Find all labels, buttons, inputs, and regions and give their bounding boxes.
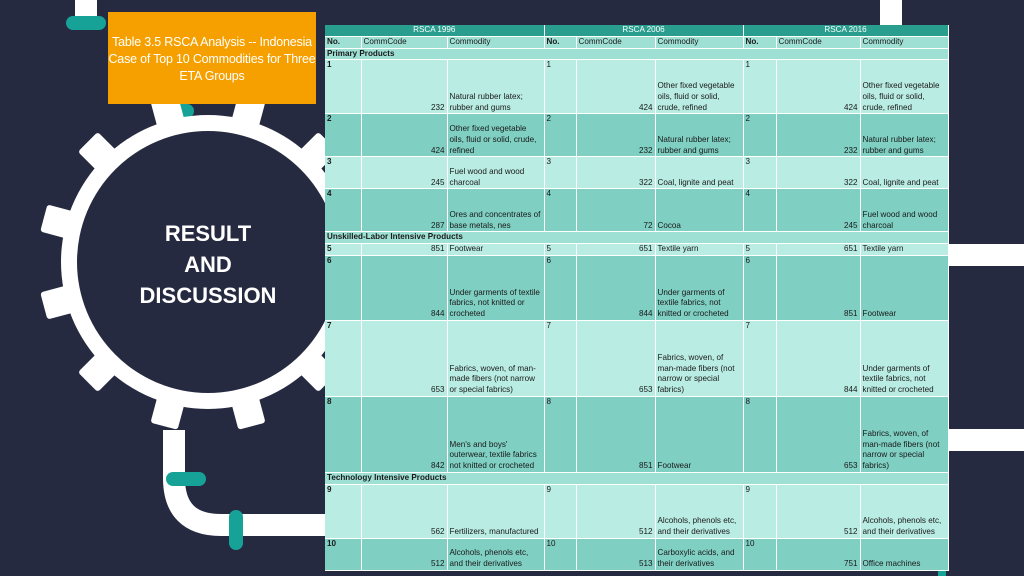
column-header: CommCode: [361, 36, 447, 48]
commcode-cell: 232: [361, 60, 447, 114]
commodity-cell: Natural rubber latex; rubber and gums: [447, 60, 544, 114]
group-header-row: [325, 25, 948, 36]
commodity-cell: Textile yarn: [655, 244, 743, 256]
rank-cell: 10: [743, 538, 776, 570]
commodity-cell: Ores and concentrates of base metals, nes: [447, 189, 544, 232]
commcode-cell: 232: [576, 114, 655, 157]
slide-title: [108, 12, 316, 104]
rank-cell: 8: [743, 396, 776, 472]
commodity-cell: Textile yarn: [860, 244, 948, 256]
rank-cell: 8: [325, 396, 361, 472]
column-header: No.: [743, 36, 776, 48]
commodity-cell: Office machines: [860, 538, 948, 570]
commodity-cell: Footwear: [447, 244, 544, 256]
commcode-cell: 844: [361, 255, 447, 320]
rank-cell: 2: [325, 114, 361, 157]
commcode-cell: 844: [576, 255, 655, 320]
section-header-row: [325, 472, 948, 484]
commodity-cell: Fabrics, woven, of man-made fibers (not narrow or special fabrics): [447, 320, 544, 396]
commcode-cell: 245: [776, 189, 860, 232]
table-row: [325, 114, 948, 157]
heading-line: DISCUSSION: [139, 283, 277, 308]
commcode-cell: 513: [576, 538, 655, 570]
rank-cell: 9: [325, 484, 361, 538]
commodity-cell: Alcohols, phenols etc, and their derivatives: [860, 484, 948, 538]
rank-cell: 4: [743, 189, 776, 232]
column-header: No.: [325, 36, 361, 48]
commcode-cell: 842: [361, 396, 447, 472]
rank-cell: 1: [325, 60, 361, 114]
rank-cell: 5: [743, 244, 776, 256]
rank-cell: 5: [544, 244, 576, 256]
group-header: RSCA 2016: [743, 25, 948, 36]
rank-cell: 5: [325, 244, 361, 256]
title-line: ETA Groups: [179, 69, 245, 83]
section-label: Technology Intensive Products: [325, 472, 948, 484]
rsca-table-container: [325, 25, 948, 566]
commodity-cell: Under garments of textile fabrics, not knitted or crocheted: [655, 255, 743, 320]
commodity-cell: Other fixed vegetable oils, fluid or solid, crude, refined: [447, 114, 544, 157]
column-header: CommCode: [576, 36, 655, 48]
rank-cell: 8: [544, 396, 576, 472]
commcode-cell: 512: [576, 484, 655, 538]
section-heading: [108, 218, 308, 311]
commcode-cell: 322: [776, 157, 860, 189]
heading-line: RESULT: [164, 221, 252, 246]
rank-cell: 3: [743, 157, 776, 189]
commcode-cell: 512: [361, 538, 447, 570]
commcode-cell: 653: [776, 396, 860, 472]
commcode-cell: 653: [361, 320, 447, 396]
commodity-cell: Cocoa: [655, 189, 743, 232]
commcode-cell: 232: [776, 114, 860, 157]
commodity-cell: Under garments of textile fabrics, not knitted or crocheted: [447, 255, 544, 320]
column-header: Commodity: [447, 36, 544, 48]
rank-cell: 6: [544, 255, 576, 320]
table-row: [325, 60, 948, 114]
commcode-cell: 245: [361, 157, 447, 189]
column-header: CommCode: [776, 36, 860, 48]
commcode-cell: 562: [361, 484, 447, 538]
commodity-cell: Coal, lignite and peat: [860, 157, 948, 189]
commcode-cell: 844: [776, 320, 860, 396]
rank-cell: 6: [743, 255, 776, 320]
rank-cell: 7: [325, 320, 361, 396]
commodity-cell: Coal, lignite and peat: [655, 157, 743, 189]
commodity-cell: Fertilizers, manufactured: [447, 484, 544, 538]
rank-cell: 4: [325, 189, 361, 232]
rank-cell: 6: [325, 255, 361, 320]
heading-line: AND: [184, 252, 232, 277]
column-header: Commodity: [655, 36, 743, 48]
commodity-cell: Alcohols, phenols etc, and their derivatives: [447, 538, 544, 570]
section-header-row: [325, 232, 948, 244]
commcode-cell: 322: [576, 157, 655, 189]
commcode-cell: 72: [576, 189, 655, 232]
rank-cell: 10: [544, 538, 576, 570]
rank-cell: 1: [743, 60, 776, 114]
title-line: Case of Top 10 Commodities for Three: [108, 52, 316, 66]
commcode-cell: 424: [576, 60, 655, 114]
rank-cell: 3: [325, 157, 361, 189]
commodity-cell: Other fixed vegetable oils, fluid or solid, crude, refined: [860, 60, 948, 114]
commcode-cell: 751: [776, 538, 860, 570]
rank-cell: 4: [544, 189, 576, 232]
rank-cell: 3: [544, 157, 576, 189]
commodity-cell: Alcohols, phenols etc, and their derivatives: [655, 484, 743, 538]
commodity-cell: Carboxylic acids, and their derivatives: [655, 538, 743, 570]
commcode-cell: 512: [776, 484, 860, 538]
table-row: [325, 538, 948, 570]
commodity-cell: Under garments of textile fabrics, not knitted or crocheted: [860, 320, 948, 396]
column-header: No.: [544, 36, 576, 48]
commcode-cell: 651: [776, 244, 860, 256]
group-header: RSCA 1996: [325, 25, 544, 36]
table-row: [325, 484, 948, 538]
commodity-cell: Fuel wood and wood charcoal: [860, 189, 948, 232]
table-row: [325, 189, 948, 232]
commcode-cell: 851: [776, 255, 860, 320]
column-header: Commodity: [860, 36, 948, 48]
title-line: Table 3.5 RSCA Analysis -- Indonesia: [112, 35, 312, 49]
commcode-cell: 851: [361, 244, 447, 256]
rank-cell: 10: [325, 538, 361, 570]
table-row: [325, 255, 948, 320]
commodity-cell: Other fixed vegetable oils, fluid or solid, crude, refined: [655, 60, 743, 114]
commodity-cell: Fabrics, woven, of man-made fibers (not narrow or special fabrics): [860, 396, 948, 472]
commodity-cell: Footwear: [860, 255, 948, 320]
rank-cell: 2: [743, 114, 776, 157]
rank-cell: 9: [743, 484, 776, 538]
commcode-cell: 424: [776, 60, 860, 114]
rank-cell: 2: [544, 114, 576, 157]
commcode-cell: 424: [361, 114, 447, 157]
commodity-cell: Fuel wood and wood charcoal: [447, 157, 544, 189]
commcode-cell: 653: [576, 320, 655, 396]
table-row: [325, 320, 948, 396]
group-header: RSCA 2006: [544, 25, 743, 36]
rsca-table: [325, 25, 949, 571]
table-row: [325, 157, 948, 189]
column-header-row: [325, 36, 948, 48]
commodity-cell: Footwear: [655, 396, 743, 472]
commodity-cell: Natural rubber latex; rubber and gums: [655, 114, 743, 157]
commcode-cell: 851: [576, 396, 655, 472]
commodity-cell: Natural rubber latex; rubber and gums: [860, 114, 948, 157]
table-row: [325, 244, 948, 256]
rank-cell: 7: [544, 320, 576, 396]
table-row: [325, 396, 948, 472]
rank-cell: 9: [544, 484, 576, 538]
commodity-cell: Men's and boys' outerwear, textile fabrics not knitted or crocheted: [447, 396, 544, 472]
rank-cell: 1: [544, 60, 576, 114]
commcode-cell: 287: [361, 189, 447, 232]
commodity-cell: Fabrics, woven, of man-made fibers (not narrow or special fabrics): [655, 320, 743, 396]
section-label: Primary Products: [325, 48, 948, 60]
section-header-row: [325, 48, 948, 60]
section-label: Unskilled-Labor Intensive Products: [325, 232, 948, 244]
rank-cell: 7: [743, 320, 776, 396]
commcode-cell: 651: [576, 244, 655, 256]
